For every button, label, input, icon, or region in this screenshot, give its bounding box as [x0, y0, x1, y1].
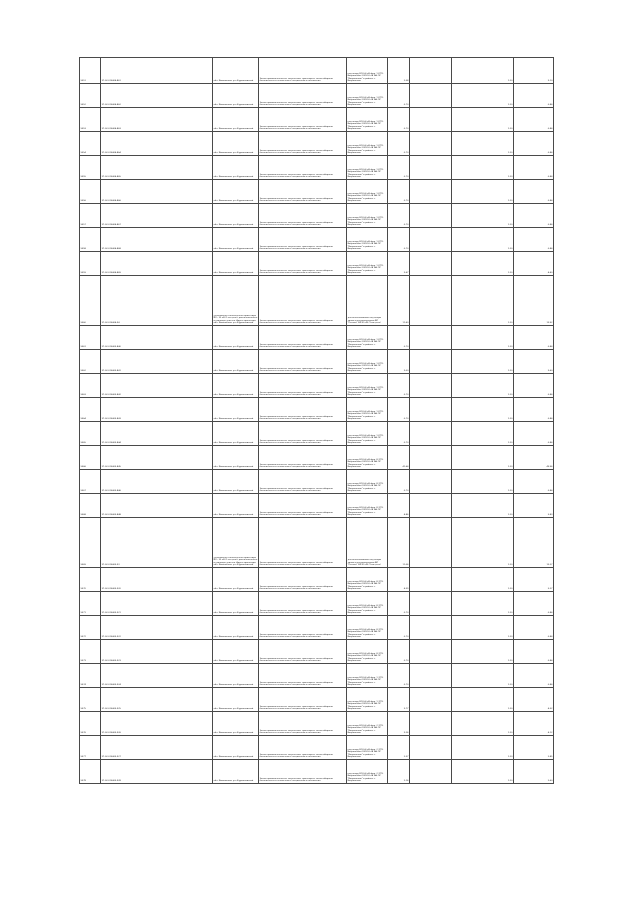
value-cell: 3,10 — [514, 58, 554, 84]
empty-cell — [410, 592, 452, 616]
rate-cell: 1,20 — [452, 252, 514, 276]
cadastral-number-cell: 37:02:010405:924 — [101, 664, 213, 688]
address-cell: обл. Ивановская, р-н Фурмановский — [213, 398, 259, 422]
value-cell: 13,92 — [514, 276, 554, 326]
row-number-cell: 5570 — [80, 568, 101, 592]
table-row — [80, 156, 554, 180]
table-row — [80, 616, 554, 640]
area-cell: 3,67 — [388, 252, 410, 276]
land-category-cell: Земли промышленности, энергетики, транспорта, земли обороны, безопасности и земли иного специального назначения — [259, 640, 347, 664]
rate-cell: 1,20 — [452, 640, 514, 664]
row-number-cell: 5558 — [80, 228, 101, 252]
land-category-cell: Земли промышленности, энергетики, транспорта, земли обороны, безопасности и земли иного специального назначения — [259, 252, 347, 276]
value-cell: 4,52 — [514, 688, 554, 712]
value-cell: 0,84 — [514, 84, 554, 108]
row-number-cell: 5577 — [80, 736, 101, 760]
permitted-use-cell: под опору ВЛ-0,4 кВ фид. 1 КТП-Вахромеево-1 ВЛ-10 кВ №6 ПС "Вахромеево" в районе с. Вахромеево — [347, 252, 388, 276]
area-cell: 0,70 — [388, 374, 410, 398]
area-cell: 2,37 — [388, 736, 410, 760]
table-row — [80, 58, 554, 84]
land-category-cell: Земли промышленности, энергетики, транспорта, земли обороны, безопасности и земли иного специального назначения — [259, 228, 347, 252]
value-cell: 0,84 — [514, 664, 554, 688]
table-row — [80, 568, 554, 592]
value-cell: 5,83 — [514, 494, 554, 518]
cadastral-number-cell: 37:02:010405:843 — [101, 398, 213, 422]
table-row — [80, 276, 554, 326]
land-category-cell: Земли промышленности, энергетики, транспорта, земли обороны, безопасности и земли иного специального назначения — [259, 132, 347, 156]
address-cell: установлено относительно ориентира ВЛ - 35 кВ (1-ая цепь), расположенного в границах участка. Адрес ориентира: обл. Ивановская, р-н Фурмановский — [213, 518, 259, 568]
empty-cell — [410, 58, 452, 84]
area-cell: 2,16 — [388, 760, 410, 784]
land-category-cell: Земли промышленности, энергетики, транспорта, земли обороны, безопасности и земли иного специального назначения — [259, 156, 347, 180]
rate-cell: 1,20 — [452, 350, 514, 374]
rate-cell: 1,20 — [452, 204, 514, 228]
rate-cell: 1,20 — [452, 712, 514, 736]
cadastral-number-cell: 37:02:010405:845 — [101, 446, 213, 470]
address-cell: обл. Ивановская, р-н Фурмановский — [213, 132, 259, 156]
cadastral-number-cell: 37:02:010405:925 — [101, 688, 213, 712]
land-category-cell: Земли промышленности, энергетики, транспорта, земли обороны, безопасности и земли иного специального назначения — [259, 58, 347, 84]
permitted-use-cell: под опору ВЛ-0,4 кВ фид. 8 ЗТП-Вахромеево-2 ВЛ-10 кВ №6 ПС "Вахромеево" в районе с. Вахромеево — [347, 616, 388, 640]
value-cell: 0,84 — [514, 398, 554, 422]
permitted-use-cell: под опору ВЛ-0,4 кВ фид. 1 КТП-Вахромеево-1 ВЛ-10 кВ №6 ПС "Вахромеево" в районе с. Вахромеево — [347, 422, 388, 446]
cadastral-number-cell: 37:02:010405:840 — [101, 326, 213, 350]
area-cell: 0,70 — [388, 156, 410, 180]
cadastral-number-cell: 37:02:010405:846 — [101, 470, 213, 494]
value-cell: 4,12 — [514, 712, 554, 736]
row-number-cell: 5566 — [80, 446, 101, 470]
land-category-cell: Земли промышленности, энергетики, транспорта, земли обороны, безопасности и земли иного специального назначения — [259, 518, 347, 568]
cadastral-number-cell: 37:02:010405:927 — [101, 736, 213, 760]
area-cell: 0,70 — [388, 228, 410, 252]
land-category-cell: Земли промышленности, энергетики, транспорта, земли обороны, безопасности и земли иного специального назначения — [259, 446, 347, 470]
permitted-use-cell: под опору ВЛ-0,4 кВ фид. 8 ЗТП-Вахромеево-2 ВЛ-10 кВ №6 ПС "Вахромеево" в районе с. Вахромеево — [347, 568, 388, 592]
land-category-cell: Земли промышленности, энергетики, транспорта, земли обороны, безопасности и земли иного специального назначения — [259, 350, 347, 374]
table-row — [80, 326, 554, 350]
land-category-cell: Земли промышленности, энергетики, транспорта, земли обороны, безопасности и земли иного специального назначения — [259, 398, 347, 422]
row-number-cell: 5563 — [80, 374, 101, 398]
table-row — [80, 252, 554, 276]
table-row — [80, 204, 554, 228]
empty-cell — [410, 84, 452, 108]
rate-cell: 1,20 — [452, 132, 514, 156]
value-cell: 13,27 — [514, 518, 554, 568]
empty-cell — [410, 736, 452, 760]
cadastral-number-cell: 37:02:010404:865 — [101, 156, 213, 180]
cadastral-number-cell: 37:02:010405:926 — [101, 712, 213, 736]
permitted-use-cell: под опору ВЛ-0,4 кВ фид. 8 ЗТП-Вахромеево-2 ВЛ-10 кВ №6 ПС "Вахромеево" в районе с. Вахромеево — [347, 592, 388, 616]
empty-cell — [410, 712, 452, 736]
area-cell: 0,70 — [388, 664, 410, 688]
cadastral-number-cell: 37:02:010404:863 — [101, 108, 213, 132]
address-cell: обл. Ивановская, р-н Фурмановский — [213, 760, 259, 784]
table-row — [80, 108, 554, 132]
address-cell: обл. Ивановская, р-н Фурмановский — [213, 568, 259, 592]
rate-cell: 1,20 — [452, 326, 514, 350]
value-cell: 5,27 — [514, 568, 554, 592]
address-cell: обл. Ивановская, р-н Фурмановский — [213, 446, 259, 470]
area-cell: 0,70 — [388, 422, 410, 446]
row-number-cell: 5576 — [80, 712, 101, 736]
address-cell: обл. Ивановская, р-н Фурмановский — [213, 180, 259, 204]
address-cell: обл. Ивановская, р-н Фурмановский — [213, 494, 259, 518]
empty-cell — [410, 494, 452, 518]
value-cell: 0,84 — [514, 592, 554, 616]
permitted-use-cell: под опору ВЛ-0,4 кВ фид. 1 ЗТП-Вахромеево-2 ВЛ-10 кВ №6 ПС "Вахромеево" в районе с. Вахромеево — [347, 664, 388, 688]
permitted-use-cell: под опору ВЛ-0,4 кВ фид. 1 КТП-Вахромеево-1 ВЛ-10 кВ №6 ПС "Вахромеево" в районе с. Вахромеево — [347, 204, 388, 228]
table-row — [80, 518, 554, 568]
rate-cell: 1,20 — [452, 736, 514, 760]
permitted-use-cell: под опору ВЛ-0,4 кВ фид. 8 ЗТП-Вахромеево-2 ВЛ-10 кВ №6 ПС "Вахромеево" в районе с. Вахромеево — [347, 494, 388, 518]
land-category-cell: Земли промышленности, энергетики, транспорта, земли обороны, безопасности и земли иного специального назначения — [259, 592, 347, 616]
table-row — [80, 494, 554, 518]
permitted-use-cell: под опору ВЛ-0,4 кВ фид. 1 КТП-Вахромеево-1 ВЛ-10 кВ №6 ПС "Вахромеево" в районе с. Вахромеево — [347, 228, 388, 252]
area-cell: 0,70 — [388, 616, 410, 640]
area-cell: 0,70 — [388, 326, 410, 350]
empty-cell — [410, 326, 452, 350]
table-row — [80, 446, 554, 470]
permitted-use-cell: под опору ВЛ-0,4 кВ фид. 1 КТП-Вахромеево-1 ВЛ-10 кВ №6 ПС "Вахромеево" в районе с. Вахромеево — [347, 108, 388, 132]
row-number-cell: 5573 — [80, 640, 101, 664]
address-cell: обл. Ивановская, р-н Фурмановский — [213, 252, 259, 276]
address-cell: обл. Ивановская, р-н Фурмановский — [213, 688, 259, 712]
rate-cell: 1,20 — [452, 446, 514, 470]
rate-cell: 1,20 — [452, 374, 514, 398]
area-cell: 4,39 — [388, 568, 410, 592]
land-category-cell: Земли промышленности, энергетики, транспорта, земли обороны, безопасности и земли иного специального назначения — [259, 736, 347, 760]
permitted-use-cell: под опору ВЛ-0,4 кВ фид. 1 КТП-Вахромеево-1 ВЛ-10 кВ №6 ПС "Вахромеево" в районе с. Вахромеево — [347, 132, 388, 156]
land-category-cell: Земли промышленности, энергетики, транспорта, земли обороны, безопасности и земли иного специального назначения — [259, 180, 347, 204]
rate-cell: 1,20 — [452, 664, 514, 688]
rate-cell: 1,20 — [452, 276, 514, 326]
row-number-cell: 5565 — [80, 422, 101, 446]
address-cell: обл. Ивановская, р-н Фурмановский — [213, 712, 259, 736]
empty-cell — [410, 688, 452, 712]
empty-cell — [410, 398, 452, 422]
permitted-use-cell: под опору ВЛ-0,4 кВ фид. 8 ЗТП-Вахромеево-2 ВЛ-10 кВ №6 ПС "Вахромеево" в районе с. Вахромеево — [347, 446, 388, 470]
empty-cell — [410, 228, 452, 252]
empty-cell — [410, 180, 452, 204]
land-category-cell: Земли промышленности, энергетики, транспорта, земли обороны, безопасности и земли иного специального назначения — [259, 470, 347, 494]
value-cell: 0,84 — [514, 156, 554, 180]
empty-cell — [410, 664, 452, 688]
value-cell: 0,84 — [514, 470, 554, 494]
empty-cell — [410, 760, 452, 784]
row-number-cell: 5574 — [80, 664, 101, 688]
address-cell: обл. Ивановская, р-н Фурмановский — [213, 470, 259, 494]
row-number-cell: 5555 — [80, 156, 101, 180]
permitted-use-cell: под опору ВЛ-0,4 кВ фид. 1 ЗТП-Вахромеево-2 ВЛ-10 кВ №6 ПС "Вахромеево" в районе с. Вахромеево — [347, 688, 388, 712]
cadastral-number-cell: 37:02:010405:841 — [101, 350, 213, 374]
empty-cell — [410, 422, 452, 446]
empty-cell — [410, 132, 452, 156]
area-cell: 3,77 — [388, 688, 410, 712]
rate-cell: 1,20 — [452, 518, 514, 568]
cadastral-number-cell: 37:02:010405:923 — [101, 640, 213, 664]
rate-cell: 1,20 — [452, 108, 514, 132]
cadastral-number-cell: 37:02:010404:94 — [101, 276, 213, 326]
table-row — [80, 736, 554, 760]
cadastral-number-cell: 37:02:010404:868 — [101, 228, 213, 252]
rate-cell: 1,20 — [452, 398, 514, 422]
empty-cell — [410, 156, 452, 180]
empty-cell — [410, 252, 452, 276]
address-cell: обл. Ивановская, р-н Фурмановский — [213, 374, 259, 398]
row-number-cell: 5575 — [80, 688, 101, 712]
permitted-use-cell: под опору ВЛ-0,4 кВ фид. 2 ЗТП-Вахромеево-2 ВЛ-10 кВ №6 ПС "Вахромеево" в районе с. Вахромеево — [347, 736, 388, 760]
row-number-cell: 5557 — [80, 204, 101, 228]
rate-cell: 1,20 — [452, 568, 514, 592]
cadastral-number-cell: 37:02:010405:921 — [101, 592, 213, 616]
row-number-cell: 5562 — [80, 350, 101, 374]
land-category-cell: Земли промышленности, энергетики, транспорта, земли обороны, безопасности и земли иного специального назначения — [259, 108, 347, 132]
address-cell: установлено относительно ориентира ВЛ - 35 кВ (1-ая цепь), расположенного в границах участка. Адрес ориентира: обл. Ивановская, р-н Фурмановский — [213, 276, 259, 326]
address-cell: обл. Ивановская, р-н Фурмановский — [213, 664, 259, 688]
address-cell: обл. Ивановская, р-н Фурмановский — [213, 228, 259, 252]
row-number-cell: 5578 — [80, 760, 101, 784]
value-cell: 0,84 — [514, 204, 554, 228]
value-cell: 0,84 — [514, 108, 554, 132]
address-cell: обл. Ивановская, р-н Фурмановский — [213, 58, 259, 84]
table-row — [80, 374, 554, 398]
address-cell: обл. Ивановская, р-н Фурмановский — [213, 204, 259, 228]
permitted-use-cell: под опору ВЛ-0,4 кВ фид. 1 КТП-Вахромеево-1 ВЛ-10 кВ №6 ПС "Вахромеево" в районе с. Вахромеево — [347, 350, 388, 374]
value-cell: 2,85 — [514, 736, 554, 760]
value-cell: 0,84 — [514, 228, 554, 252]
land-registry-table — [79, 57, 554, 784]
area-cell: 0,70 — [388, 132, 410, 156]
land-category-cell: Земли промышленности, энергетики, транспорта, земли обороны, безопасности и земли иного специального назначения — [259, 326, 347, 350]
cadastral-number-cell: 37:02:010405:842 — [101, 374, 213, 398]
cadastral-number-cell: 37:02:010404:861 — [101, 58, 213, 84]
cadastral-number-cell: 37:02:010405:922 — [101, 616, 213, 640]
cadastral-number-cell: 37:02:010404:867 — [101, 204, 213, 228]
table-row — [80, 470, 554, 494]
permitted-use-cell: под опору ВЛ-0,4 кВ фид. 1 КТП-Вахромеево-1 ВЛ-10 кВ №6 ПС "Вахромеево" в районе с. Вахромеево — [347, 58, 388, 84]
empty-cell — [410, 568, 452, 592]
permitted-use-cell: под опору ВЛ-0,4 кВ фид. 2 ЗТП-Вахромеево-2 ВЛ-10 кВ №6 ПС "Вахромеево" в районе с. Вахромеево — [347, 760, 388, 784]
row-number-cell: 5553 — [80, 108, 101, 132]
area-cell: 0,70 — [388, 640, 410, 664]
rate-cell: 1,20 — [452, 760, 514, 784]
value-cell: 3,60 — [514, 350, 554, 374]
land-category-cell: Земли промышленности, энергетики, транспорта, земли обороны, безопасности и земли иного специального назначения — [259, 84, 347, 108]
area-cell: 0,70 — [388, 84, 410, 108]
row-number-cell: 5564 — [80, 398, 101, 422]
row-number-cell: 5561 — [80, 326, 101, 350]
area-cell: 2,58 — [388, 58, 410, 84]
table-row — [80, 180, 554, 204]
table-row — [80, 640, 554, 664]
empty-cell — [410, 470, 452, 494]
area-cell: 3,26 — [388, 712, 410, 736]
land-category-cell: Земли промышленности, энергетики, транспорта, земли обороны, безопасности и земли иного специального назначения — [259, 712, 347, 736]
address-cell: обл. Ивановская, р-н Фурмановский — [213, 592, 259, 616]
value-cell: 2,60 — [514, 760, 554, 784]
row-number-cell: 5567 — [80, 470, 101, 494]
area-cell: 0,70 — [388, 398, 410, 422]
table-row — [80, 398, 554, 422]
address-cell: обл. Ивановская, р-н Фурмановский — [213, 326, 259, 350]
area-cell: 11,06 — [388, 518, 410, 568]
address-cell: обл. Ивановская, р-н Фурмановский — [213, 422, 259, 446]
value-cell: 4,40 — [514, 252, 554, 276]
row-number-cell: 5554 — [80, 132, 101, 156]
cadastral-number-cell: 37:02:010405:920 — [101, 568, 213, 592]
rate-cell: 1,20 — [452, 180, 514, 204]
area-cell: 0,70 — [388, 108, 410, 132]
permitted-use-cell: для использования под опоры линии электропередачи ВЛ "Пеньки" ВЛ-35 кВ (1-ая цепь) — [347, 276, 388, 326]
table-row — [80, 350, 554, 374]
empty-cell — [410, 374, 452, 398]
rate-cell: 1,20 — [452, 592, 514, 616]
value-cell: 0,84 — [514, 326, 554, 350]
land-category-cell: Земли промышленности, энергетики, транспорта, земли обороны, безопасности и земли иного специального назначения — [259, 204, 347, 228]
permitted-use-cell: под опору ВЛ-0,4 кВ фид. 1 КТП-Вахромеево-1 ВЛ-10 кВ №6 ПС "Вахромеево" в районе с. Вахромеево — [347, 156, 388, 180]
table-row — [80, 132, 554, 156]
value-cell: 0,84 — [514, 640, 554, 664]
rate-cell: 1,20 — [452, 616, 514, 640]
row-number-cell: 5571 — [80, 592, 101, 616]
empty-cell — [410, 446, 452, 470]
land-category-cell: Земли промышленности, энергетики, транспорта, земли обороны, безопасности и земли иного специального назначения — [259, 276, 347, 326]
address-cell: обл. Ивановская, р-н Фурмановский — [213, 616, 259, 640]
table-row — [80, 664, 554, 688]
empty-cell — [410, 108, 452, 132]
permitted-use-cell: под опору ВЛ-0,4 кВ фид. 1 КТП-Вахромеево-1 ВЛ-10 кВ №6 ПС "Вахромеево" в районе с. Вахромеево — [347, 84, 388, 108]
permitted-use-cell: для использования под опоры линии электропередачи ВЛ "Пеньки" ВЛ-35 кВ (1-ая цепь) — [347, 518, 388, 568]
table-row — [80, 688, 554, 712]
land-category-cell: Земли промышленности, энергетики, транспорта, земли обороны, безопасности и земли иного специального назначения — [259, 760, 347, 784]
row-number-cell: 5568 — [80, 494, 101, 518]
area-cell: 0,70 — [388, 470, 410, 494]
cadastral-number-cell: 37:02:010404:862 — [101, 84, 213, 108]
cadastral-number-cell: 37:02:010404:869 — [101, 252, 213, 276]
permitted-use-cell: под опору ВЛ-0,4 кВ фид. 1 КТП-Вахромеево-1 ВЛ-10 кВ №6 ПС "Вахромеево" в районе с. Вахромеево — [347, 326, 388, 350]
empty-cell — [410, 350, 452, 374]
cadastral-number-cell: 37:02:010404:864 — [101, 132, 213, 156]
rate-cell: 1,20 — [452, 228, 514, 252]
table-row — [80, 760, 554, 784]
table-row — [80, 84, 554, 108]
value-cell: 0,84 — [514, 132, 554, 156]
address-cell: обл. Ивановская, р-н Фурмановский — [213, 84, 259, 108]
cadastral-number-cell: 37:02:010405:93 — [101, 518, 213, 568]
table-row — [80, 422, 554, 446]
cadastral-number-cell: 37:02:010405:844 — [101, 422, 213, 446]
empty-cell — [410, 276, 452, 326]
area-cell: 41,64 — [388, 446, 410, 470]
value-cell: 0,84 — [514, 180, 554, 204]
rate-cell: 1,20 — [452, 84, 514, 108]
land-category-cell: Земли промышленности, энергетики, транспорта, земли обороны, безопасности и земли иного специального назначения — [259, 568, 347, 592]
permitted-use-cell: под опору ВЛ-0,4 кВ фид. 1 КТП-Вахромеево-1 ВЛ-10 кВ №6 ПС "Вахромеево" в районе с. Вахромеево — [347, 374, 388, 398]
empty-cell — [410, 204, 452, 228]
address-cell: обл. Ивановская, р-н Фурмановский — [213, 156, 259, 180]
rate-cell: 1,20 — [452, 156, 514, 180]
rate-cell: 1,20 — [452, 58, 514, 84]
value-cell: 49,96 — [514, 446, 554, 470]
land-category-cell: Земли промышленности, энергетики, транспорта, земли обороны, безопасности и земли иного специального назначения — [259, 688, 347, 712]
area-cell: 11,60 — [388, 276, 410, 326]
land-category-cell: Земли промышленности, энергетики, транспорта, земли обороны, безопасности и земли иного специального назначения — [259, 422, 347, 446]
area-cell: 4,86 — [388, 494, 410, 518]
row-number-cell: 5572 — [80, 616, 101, 640]
area-cell: 0,70 — [388, 204, 410, 228]
address-cell: обл. Ивановская, р-н Фурмановский — [213, 108, 259, 132]
rate-cell: 1,20 — [452, 470, 514, 494]
empty-cell — [410, 640, 452, 664]
permitted-use-cell: под опору ВЛ-0,4 кВ фид. 2 ЗТП-Вахромеево-2 ВЛ-10 кВ №6 ПС "Вахромеево" в районе с. Вахромеево — [347, 712, 388, 736]
value-cell: 0,84 — [514, 374, 554, 398]
cadastral-number-cell: 37:02:010404:866 — [101, 180, 213, 204]
value-cell: 0,84 — [514, 616, 554, 640]
cadastral-number-cell: 37:02:010405:928 — [101, 760, 213, 784]
permitted-use-cell: под опору ВЛ-0,4 кВ фид. 1 КТП-Вахромеево-1 ВЛ-10 кВ №6 ПС "Вахромеево" в районе с. Вахромеево — [347, 398, 388, 422]
rate-cell: 1,20 — [452, 494, 514, 518]
land-category-cell: Земли промышленности, энергетики, транспорта, земли обороны, безопасности и земли иного специального назначения — [259, 664, 347, 688]
land-category-cell: Земли промышленности, энергетики, транспорта, земли обороны, безопасности и земли иного специального назначения — [259, 616, 347, 640]
table-row — [80, 592, 554, 616]
row-number-cell: 5551 — [80, 58, 101, 84]
empty-cell — [410, 518, 452, 568]
permitted-use-cell: под опору ВЛ-0,4 кВ фид. 8 ЗТП-Вахромеево-2 ВЛ-10 кВ №6 ПС "Вахромеево" в районе с. Вахромеево — [347, 640, 388, 664]
permitted-use-cell: под опору ВЛ-0,4 кВ фид. 1 КТП-Вахромеево-1 ВЛ-10 кВ №6 ПС "Вахромеево" в районе с. Вахромеево — [347, 180, 388, 204]
row-number-cell: 5560 — [80, 276, 101, 326]
cadastral-number-cell: 37:02:010405:848 — [101, 494, 213, 518]
land-category-cell: Земли промышленности, энергетики, транспорта, земли обороны, безопасности и земли иного специального назначения — [259, 374, 347, 398]
row-number-cell: 5552 — [80, 84, 101, 108]
address-cell: обл. Ивановская, р-н Фурмановский — [213, 640, 259, 664]
empty-cell — [410, 616, 452, 640]
area-cell: 0,70 — [388, 180, 410, 204]
address-cell: обл. Ивановская, р-н Фурмановский — [213, 736, 259, 760]
row-number-cell: 5569 — [80, 518, 101, 568]
table-body — [80, 58, 554, 784]
area-cell: 0,70 — [388, 592, 410, 616]
row-number-cell: 5556 — [80, 180, 101, 204]
address-cell: обл. Ивановская, р-н Фурмановский — [213, 350, 259, 374]
land-category-cell: Земли промышленности, энергетики, транспорта, земли обороны, безопасности и земли иного специального назначения — [259, 494, 347, 518]
table-row — [80, 712, 554, 736]
row-number-cell: 5559 — [80, 252, 101, 276]
rate-cell: 1,20 — [452, 688, 514, 712]
rate-cell: 1,20 — [452, 422, 514, 446]
table-row — [80, 228, 554, 252]
value-cell: 0,84 — [514, 422, 554, 446]
area-cell: 3,00 — [388, 350, 410, 374]
permitted-use-cell: под опору ВЛ-0,4 кВ фид. 8 ЗТП-Вахромеево-2 ВЛ-10 кВ №6 ПС "Вахромеево" в районе с. Вахромеево — [347, 470, 388, 494]
